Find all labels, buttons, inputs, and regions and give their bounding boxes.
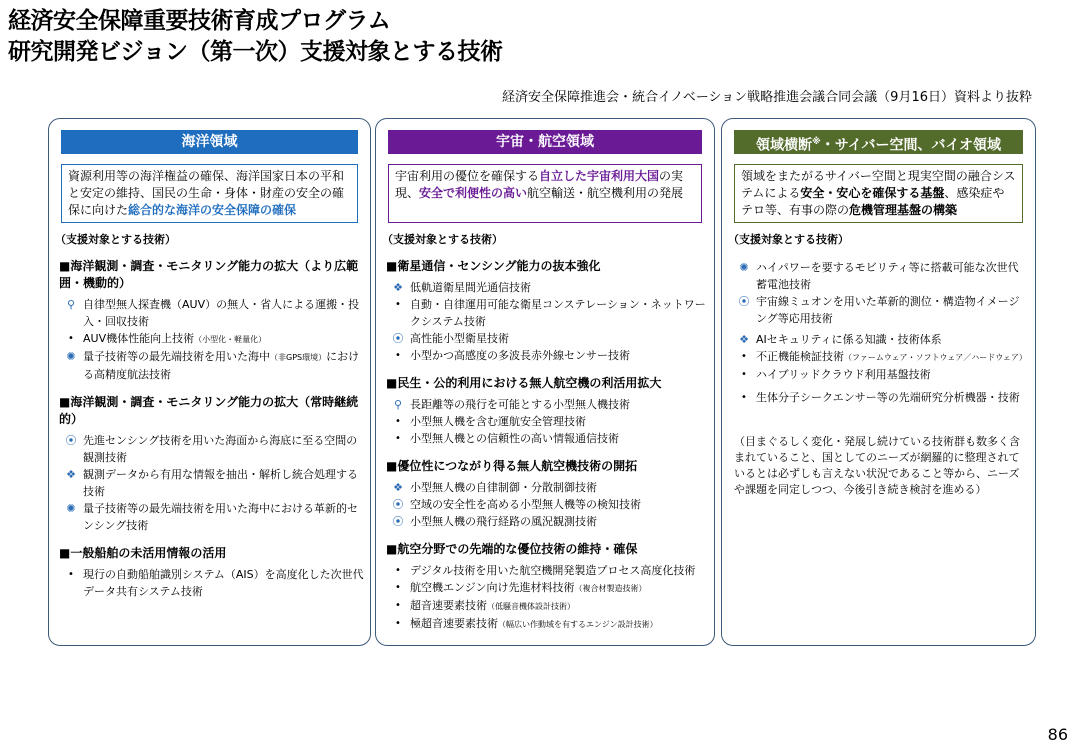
space-section-1-list (386, 279, 708, 364)
bullet-icon: • (741, 392, 747, 403)
bullet-icon: • (395, 299, 401, 310)
ai-brain-icon: ❖ (393, 481, 403, 494)
space-section-2: ■民生・公的利用における無人航空機の利活用拡大 (386, 376, 662, 390)
list-item: ⦿ 小型無人機の飛行経路の風況観測技術 (386, 513, 708, 530)
list-item: • ハイブリッドクラウド利用基盤技術 (732, 366, 1029, 383)
list-item: • 自動・自律運用可能な衛星コンステレーション・ネットワークシステム技術 (386, 296, 708, 330)
space-supported-label: （支援対象とする技術） (382, 233, 503, 246)
bullet-icon: • (395, 582, 401, 593)
ocean-section-1: ■海洋観測・調査・モニタリング能力の拡大（より広範囲・機動的） (59, 259, 359, 290)
cross-supported-label: （支援対象とする技術） (728, 233, 849, 246)
cross-header: 領域横断※・サイバー空間、バイオ領域 (734, 130, 1023, 154)
list-item: ⚲ 自律型無人探査機（AUV）の無人・省人による運搬・投入・回収技術 (59, 296, 364, 330)
ocean-mission (61, 164, 358, 223)
ocean-section-3-list (59, 566, 364, 600)
sensor-icon: ⦿ (392, 498, 404, 511)
ocean-section-3: ■一般船舶の未活用情報の活用 (59, 546, 227, 560)
list-item: ❖ 観測データから有用な情報を抽出・解析し統合処理する技術 (59, 466, 364, 500)
ocean-mission-highlight: 総合的な海洋の安全保障の確保 (128, 203, 297, 217)
list-item: • AUV機体性能向上技術（小型化・軽量化） (59, 330, 364, 348)
title-line-1: 経済安全保障重要技術育成プログラム (8, 8, 391, 34)
bullet-icon: • (741, 369, 747, 380)
quantum-icon: ✺ (739, 261, 749, 274)
list-item: ❖ 低軌道衛星間光通信技術 (386, 279, 708, 296)
ocean-panel (48, 118, 371, 646)
ai-brain-icon: ❖ (66, 468, 76, 481)
list-item: ⦿ 宇宙線ミュオンを用いた革新的測位・構造物イメージング等応用技術 (732, 293, 1029, 327)
bullet-icon: • (395, 350, 401, 361)
bullet-icon: • (395, 618, 401, 629)
list-item: • 不正機能検証技術（ファームウェア・ソフトウェア／ハードウェア） (732, 348, 1029, 366)
space-section-4-list (386, 562, 708, 633)
bullet-icon: • (68, 569, 74, 580)
quantum-icon: ✺ (66, 350, 76, 363)
sensor-icon: ⦿ (738, 295, 750, 308)
space-header: 宇宙・航空領域 (388, 130, 702, 154)
list-item: • デジタル技術を用いた航空機開発製造プロセス高度化技術 (386, 562, 708, 579)
bullet-icon: • (395, 416, 401, 427)
bullet-icon: • (741, 351, 747, 362)
page-number: 86 (1047, 725, 1068, 744)
ocean-supported-label: （支援対象とする技術） (55, 233, 176, 246)
sensor-icon: ⦿ (392, 332, 404, 345)
list-item: ❖ 小型無人機の自律制御・分散制御技術 (386, 479, 708, 496)
list-item: • 航空機エンジン向け先進材料技術（複合材製造技術） (386, 579, 708, 597)
space-section-1: ■衛星通信・センシング能力の抜本強化 (386, 259, 601, 273)
space-section-3-list (386, 479, 708, 530)
list-item: ❖ AIセキュリティに係る知識・技術体系 (732, 331, 1029, 348)
space-mission: 宇宙利用の優位を確保する自立した宇宙利用大国の実現、安全で利便性の高い航空輸送・航空機利用の発展 (388, 164, 702, 223)
sensor-icon: ⦿ (392, 515, 404, 528)
bullet-icon: • (395, 433, 401, 444)
drone-icon: ⚲ (66, 298, 76, 311)
space-section-3: ■優位性につながり得る無人航空機技術の開拓 (386, 459, 638, 473)
space-section-4: ■航空分野での先端的な優位技術の維持・確保 (386, 542, 638, 556)
list-item: • 現行の自動船舶識別システム（AIS）を高度化した次世代データ共有システム技術 (59, 566, 364, 600)
ocean-section-2: ■海洋観測・調査・モニタリング能力の拡大（常時継続的） (59, 395, 359, 426)
bullet-icon: • (395, 565, 401, 576)
list-item: • 小型無人機との信頼性の高い情報通信技術 (386, 430, 708, 447)
ocean-section-1-list (59, 296, 364, 383)
list-item: • 生体分子シークエンサー等の先端研究分析機器・技術 (732, 389, 1029, 406)
cross-list (732, 259, 1029, 406)
space-section-2-list (386, 396, 708, 447)
bullet-icon: • (395, 600, 401, 611)
ocean-header: 海洋領域 (61, 130, 358, 154)
space-panel (375, 118, 715, 646)
list-item: ✺ 量子技術等の最先端技術を用いた海中（非GPS環境）における高精度航法技術 (59, 348, 364, 383)
list-item: ⦿ 高性能小型衛星技術 (386, 330, 708, 347)
list-item: ⦿ 先進センシング技術を用いた海面から海底に至る空間の観測技術 (59, 432, 364, 466)
quantum-icon: ✺ (66, 502, 76, 515)
list-item: • 小型無人機を含む運航安全管理技術 (386, 413, 708, 430)
source-note: 経済安全保障推進会・統合イノベーション戦略推進会議合同会議（9月16日）資料より抜粋 (502, 90, 1032, 105)
title-line-2: 研究開発ビジョン（第一次）支援対象とする技術 (8, 39, 503, 65)
cross-mission: 領域をまたがるサイバー空間と現実空間の融合システムによる安全・安心を確保する基盤、感染症やテロ等、有事の際の危機管理基盤の構築 (734, 164, 1023, 223)
ocean-section-2-list (59, 432, 364, 534)
cross-note: （目まぐるしく変化・発展し続けている技術群も数多く含まれていること、国としてのニーズが網羅的に整理されているとは必ずしも言えない状況であること等から、ニーズや課題を同定しつつ、今後引き続き検討を進める） (734, 435, 1020, 496)
page-title (8, 6, 503, 68)
ai-brain-icon: ❖ (739, 333, 749, 346)
list-item: ⚲ 長距離等の飛行を可能とする小型無人機技術 (386, 396, 708, 413)
list-item: ⦿ 空域の安全性を高める小型無人機等の検知技術 (386, 496, 708, 513)
list-item: • 小型かつ高感度の多波長赤外線センサー技術 (386, 347, 708, 364)
list-item: ✺ 量子技術等の最先端技術を用いた海中における革新的センシング技術 (59, 500, 364, 534)
drone-icon: ⚲ (393, 398, 403, 411)
list-item: • 極超音速要素技術（幅広い作動域を有するエンジン設計技術） (386, 615, 708, 633)
list-item: • 超音速要素技術（低騒音機体設計技術） (386, 597, 708, 615)
bullet-icon: • (68, 333, 74, 344)
ocean-mission-text: 資源利用等の海洋権益の確保、海洋国家日本の平和と安定の維持、国民の生命・身体・財産の安全の確保に向けた (68, 169, 345, 217)
ai-brain-icon: ❖ (393, 281, 403, 294)
cross-panel (721, 118, 1036, 646)
sensor-icon: ⦿ (65, 434, 77, 447)
list-item: ✺ ハイパワーを要するモビリティ等に搭載可能な次世代蓄電池技術 (732, 259, 1029, 293)
